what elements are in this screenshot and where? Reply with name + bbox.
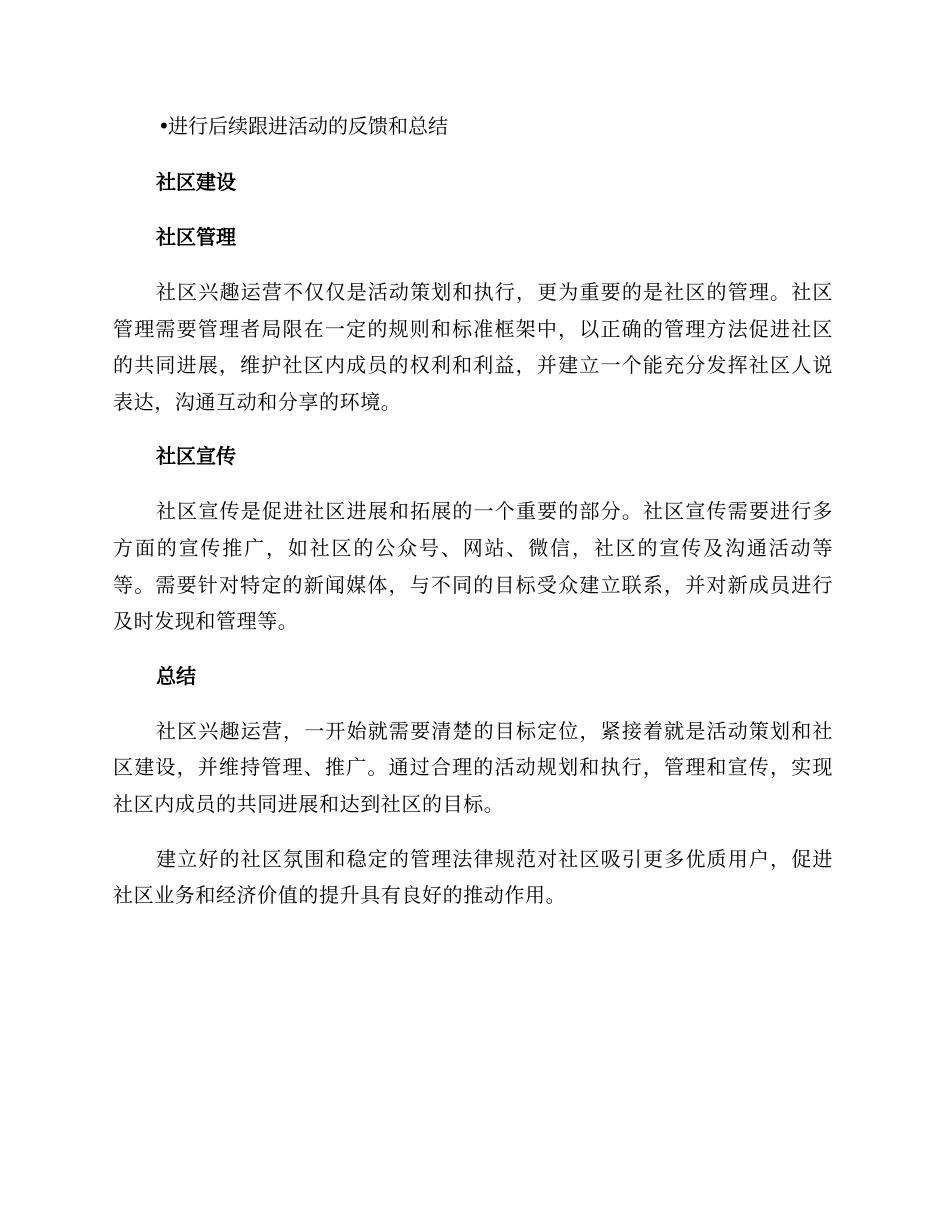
heading-community-promotion: 社区宣传: [156, 444, 236, 469]
document-body: [113, 108, 833, 932]
bullet-marker: •: [158, 114, 170, 138]
bullet-item: [158, 108, 833, 144]
paragraph-summary-2: 建立好的社区氛围和稳定的管理法律规范对社区吸引更多优质用户，促进社区业务和经济价值的提升具有良好的推动作用。: [113, 846, 833, 908]
paragraph-summary-1: 社区兴趣运营，一开始就需要清楚的目标定位，紧接着就是活动策划和社区建设，并维持管理、推广。通过合理的活动规划和执行，管理和宣传，实现社区内成员的共同进展和达到社区的目标。: [113, 718, 833, 816]
bullet-text: 进行后续跟进活动的反馈和总结: [168, 114, 448, 138]
heading-community-management: 社区管理: [156, 225, 236, 249]
paragraph-management: 社区兴趣运营不仅仅是活动策划和执行，更为重要的是社区的管理。社区管理需要管理者局限在一定的规则和标准框架中，以正确的管理方法促进社区的共同进展，维护社区内成员的权利和利益，并建立一个能充分发挥社区人说表达，沟通互动和分享的环境。: [113, 280, 833, 414]
paragraph-promotion: 社区宣传是促进社区进展和拓展的一个重要的部分。社区宣传需要进行多方面的宣传推广，如社区的公众号、网站、微信，社区的宣传及沟通活动等等。需要针对特定的新闻媒体，与不同的目标受众建立联系，并对新成员进行及时发现和管理等。: [113, 499, 833, 634]
heading-summary: 总结: [156, 663, 196, 688]
heading-community-building: 社区建设: [156, 170, 236, 194]
